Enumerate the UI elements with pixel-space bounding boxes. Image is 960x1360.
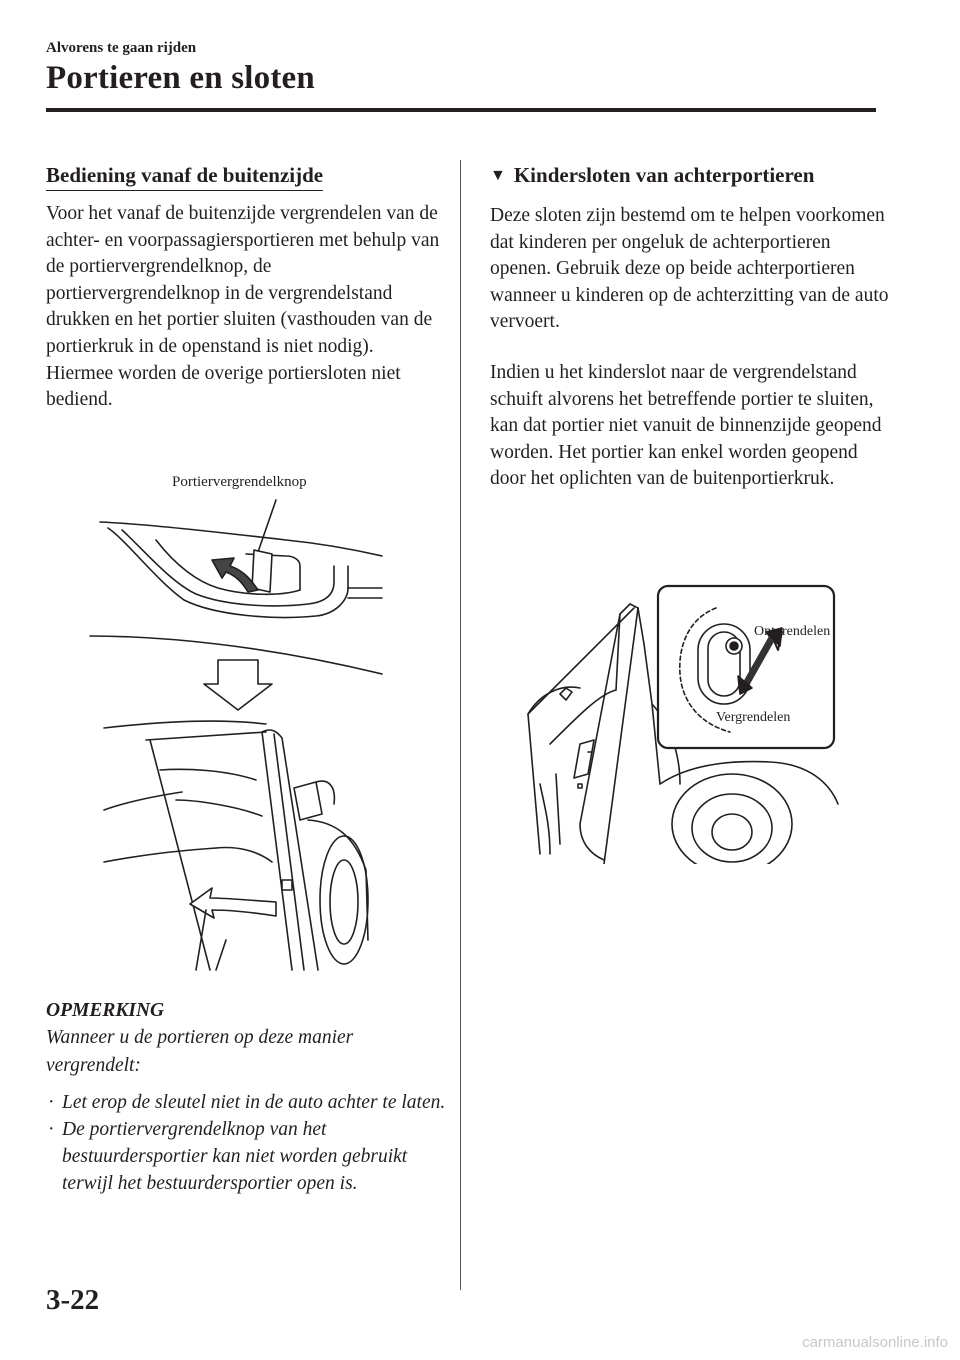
paragraph-child-locks-2: Indien u het kinderslot naar de vergrendelstand schuift alvorens het betreffende portier te sluiten, kan dat portier niet vanuit de binnenzijde geopend worden. Het portier kan enkel worden geopend door het oplichten van de buitenportierkruk. <box>490 361 882 490</box>
page-number: 3-22 <box>46 1284 100 1316</box>
header-rule <box>46 108 876 112</box>
paragraph-outside-2: Hiermee worden de overige portiersloten niet bediend. <box>46 362 401 411</box>
note-heading: OPMERKING <box>46 1000 165 1021</box>
column-divider <box>460 160 461 1290</box>
figure-label-lock-knob: Portiervergrendelknop <box>172 474 307 490</box>
note-bullet-text: De portiervergrendelknop van het bestuurdersportier kan niet worden gebruikt terwijl het bestuurdersportier open is. <box>62 1119 408 1194</box>
section-heading-child-locks <box>490 160 890 193</box>
figure-label-unlock: Ontgrendelen <box>754 624 831 639</box>
paragraph-child-locks-1: Deze sloten zijn bestemd om te helpen voorkomen dat kinderen per ongeluk de achterportieren openen. Gebruik deze op beide achterportieren wanneer u kinderen op de achterzitting van de auto vervoert. <box>490 205 889 333</box>
section-heading-outside: Bediening vanaf de buitenzijde <box>46 160 323 191</box>
bullet-dot: · <box>48 1092 55 1113</box>
triangle-marker-icon: ▼ <box>490 167 506 184</box>
figure-child-lock <box>520 584 840 864</box>
bullet-dot: · <box>48 1119 55 1140</box>
paragraph-outside-1: Voor het vanaf de buitenzijde vergrendelen van de achter- en voorpassagiersportieren met behulp van de portiervergrendelknop, de portiervergrendelknop in de vergrendelstand drukken en het portier sluiten (vasthouden van de portierkruk in de openstand is niet nodig). <box>46 203 440 357</box>
note-intro: Wanneer u de portieren op deze manier vergrendelt: <box>46 1027 354 1076</box>
door-lock-illustration <box>86 470 386 982</box>
chapter-label: Alvorens te gaan rijden <box>46 40 197 56</box>
note-block <box>46 998 446 1197</box>
right-column <box>490 160 890 493</box>
left-column <box>46 160 446 414</box>
note-bullet-list <box>46 1089 446 1197</box>
note-bullet-item <box>46 1089 446 1116</box>
watermark: carmanualsonline.info <box>802 1334 948 1351</box>
figure-label-lock: Vergrendelen <box>716 710 791 725</box>
note-bullet-text: Let erop de sleutel niet in de auto achter te laten. <box>62 1092 446 1113</box>
section-heading-text: Kindersloten van achterportieren <box>513 163 815 187</box>
figure-door-lock-knob <box>86 470 386 982</box>
page-title: Portieren en sloten <box>46 60 315 96</box>
note-bullet-item <box>46 1116 446 1197</box>
